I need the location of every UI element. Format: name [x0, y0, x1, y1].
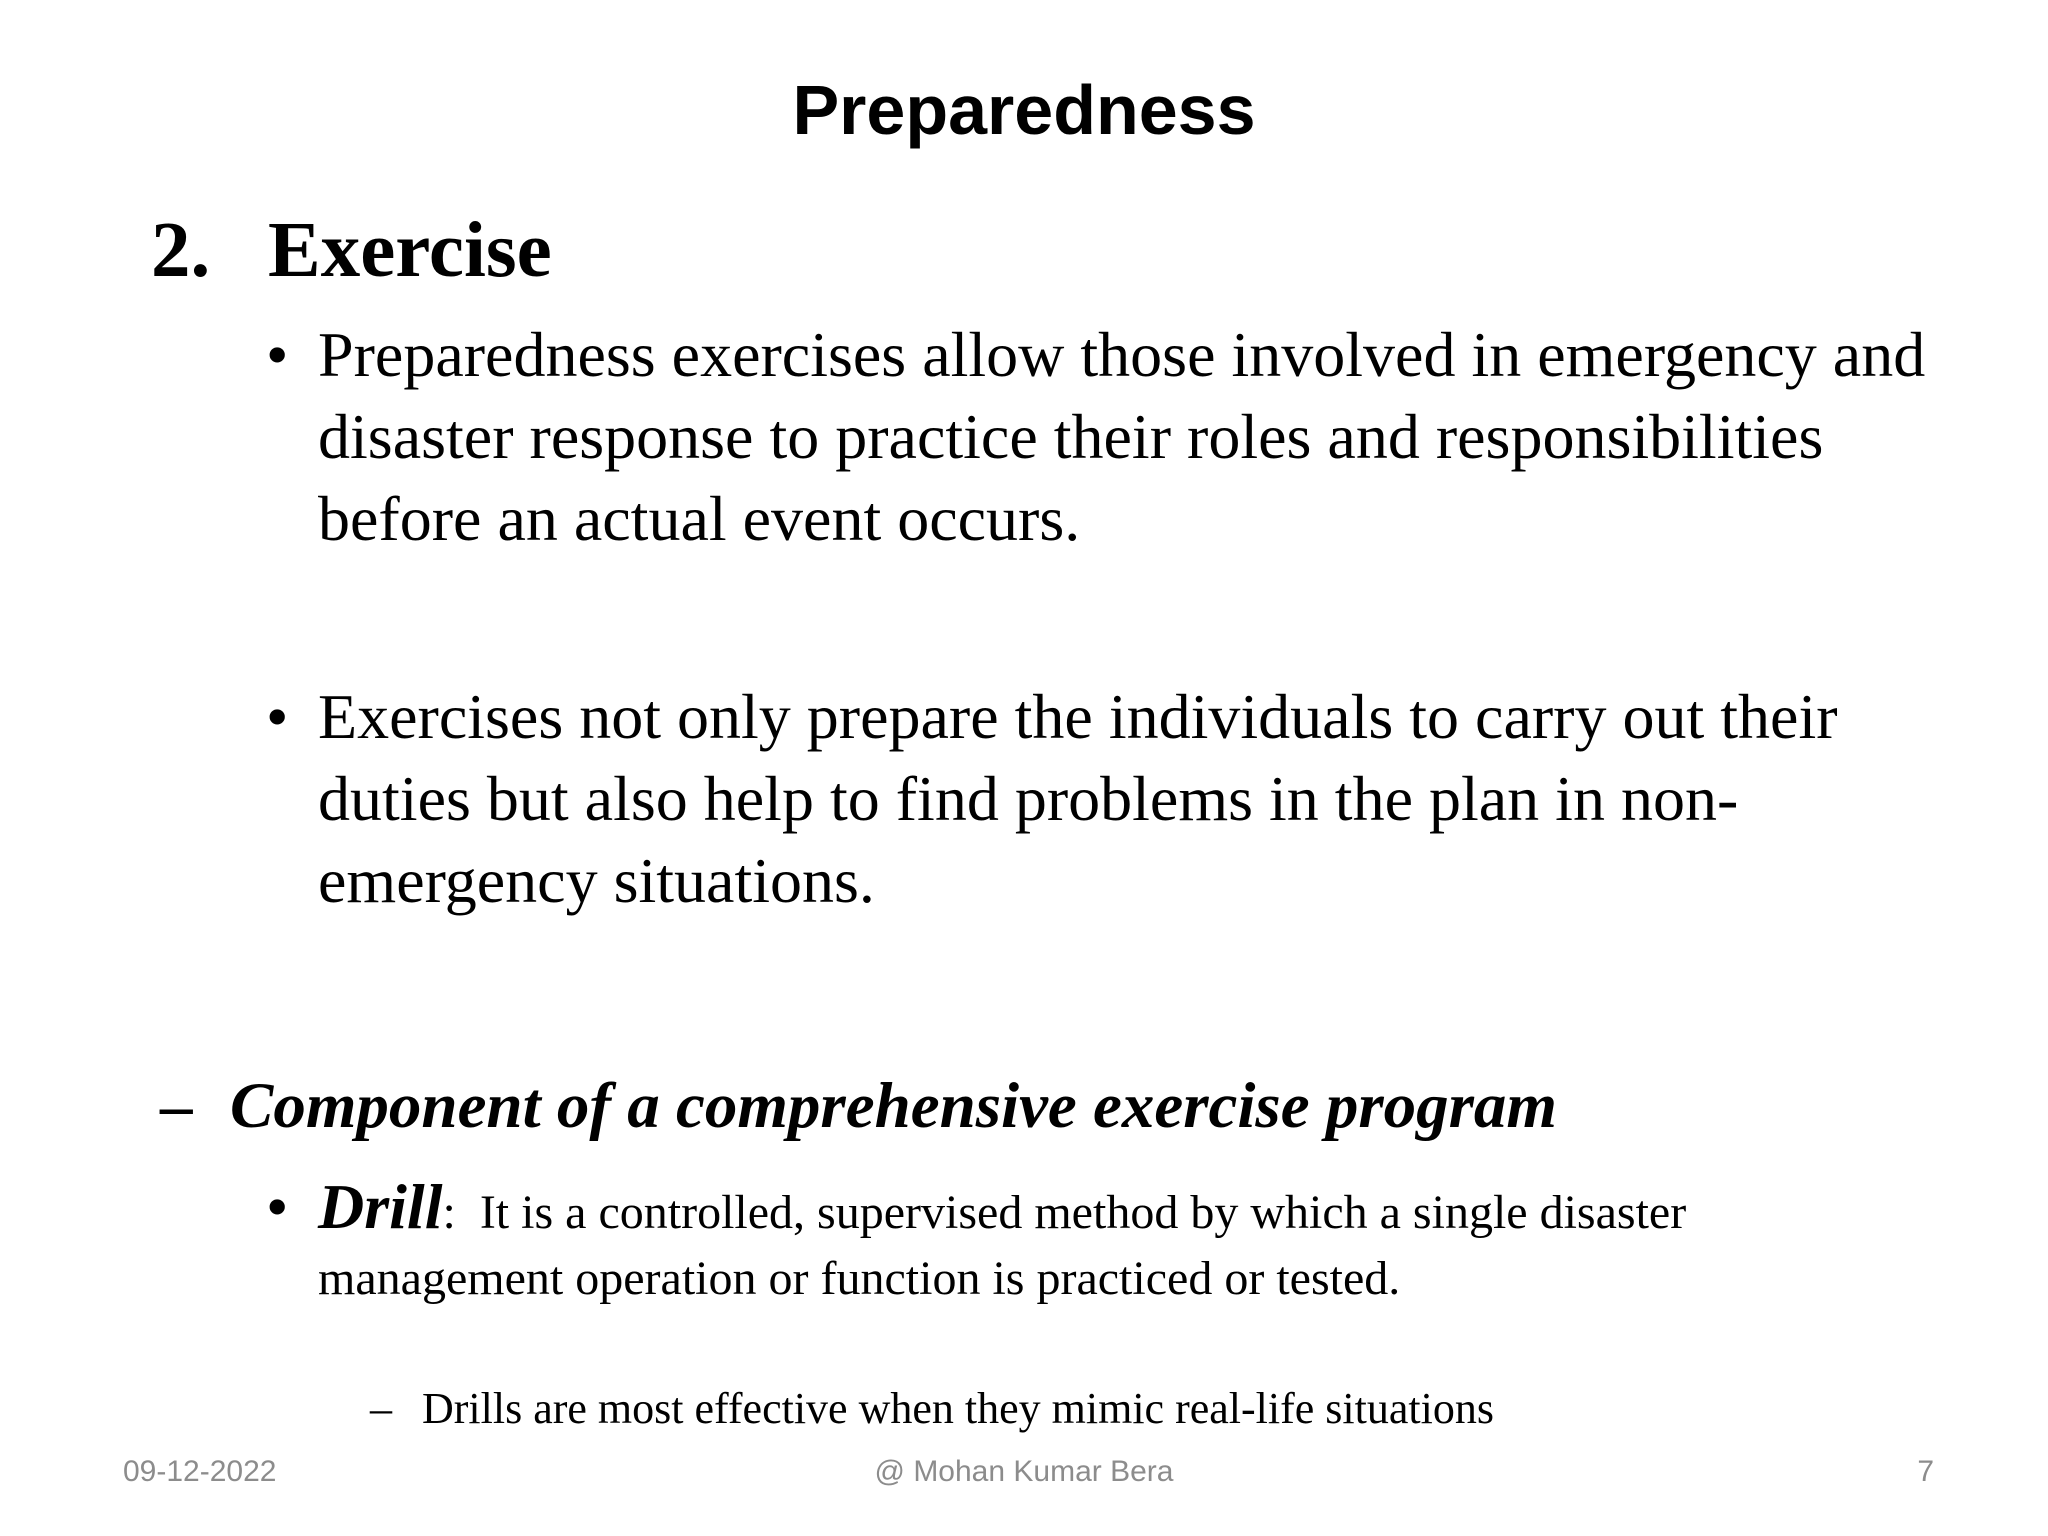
component-heading-text: Component of a comprehensive exercise program	[230, 1070, 1557, 1142]
bullet-marker: •	[266, 319, 289, 390]
drill-separator: :	[442, 1186, 456, 1239]
sub-point-text: Drills are most effective when they mimic real-life situations	[422, 1384, 1494, 1433]
drill-definition: It is a controlled, supervised method by which a single disaster management operation or function is practiced or tested.	[318, 1186, 1687, 1305]
bullet-marker: •	[266, 681, 289, 752]
drill-item	[266, 1171, 1818, 1312]
bullet-text: Preparedness exercises allow those involved in emergency and disaster response to practice their roles and responsibilities before an actual event occurs.	[318, 319, 1926, 554]
component-heading	[160, 1065, 1557, 1147]
bullet-marker: •	[266, 1171, 289, 1242]
bullet-item	[266, 314, 1998, 560]
footer-date: 09-12-2022	[123, 1455, 277, 1488]
dash-marker: –	[370, 1384, 392, 1433]
slide-title: Preparedness	[792, 71, 1256, 149]
drill-term: Drill	[318, 1171, 443, 1242]
section-title: Exercise	[268, 207, 552, 294]
section-number: 2.	[151, 207, 211, 294]
bullet-item	[266, 676, 1998, 922]
section-heading	[151, 205, 552, 297]
sub-point	[370, 1381, 1494, 1437]
dash-marker: –	[160, 1070, 193, 1142]
bullet-text: Exercises not only prepare the individuals to carry out their duties but also help to find problems in the plan in non-emergency situations.	[318, 681, 1838, 916]
page-number: 7	[1917, 1455, 1934, 1488]
footer-author: @ Mohan Kumar Bera	[874, 1455, 1174, 1488]
